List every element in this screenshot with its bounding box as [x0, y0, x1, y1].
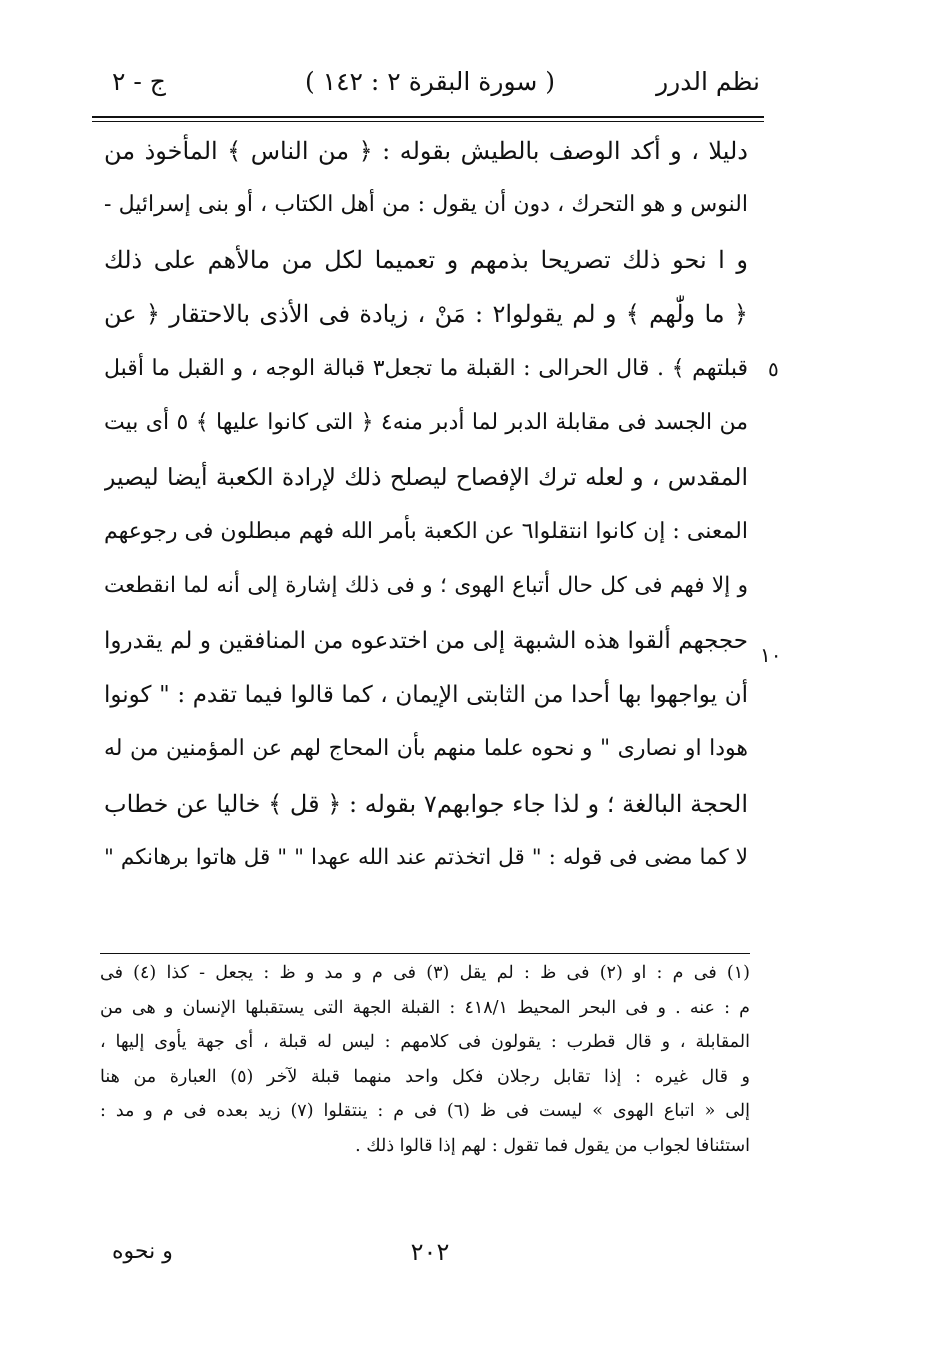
surah-reference: ( سورة البقرة ٢ : ١٤٢ ) — [304, 67, 556, 96]
text-line: دليلا ، و أكد الوصف بالطيش بقوله : ﴿ من الناس ﴾ المأخوذ من — [104, 137, 748, 165]
catchword: و نحوه — [112, 1239, 173, 1264]
text-line: قبلتهم ﴾ . قال الحرالى : القبلة ما تجعل٣ قبالة الوجه ، و القبل ما أقبل — [104, 355, 748, 381]
header-rule-thin — [92, 121, 764, 122]
text-line: المقدس ، و لعله ترك الإفصاح ليصلح ذلك لإرادة الكعبة أيضا ليصير — [104, 463, 748, 492]
footnote-line: م : عنه . و فى البحر المحيط ٤١٨/١ : القبلة الجهة التى يستقبلها الإنسان و هى من — [100, 997, 750, 1018]
footnote-line: إلى « اتباع الهوى » ليست فى ظ (٦) فى م : ينتقلوا (٧) زيد بعده فى م و مد : — [100, 1101, 750, 1121]
line-number-5: ٥ — [768, 356, 779, 381]
footnote-line: استئنافا لجواب من يقول فما تقول : لهم إذا قالوا ذلك . — [355, 1135, 750, 1156]
text-line: الحجة البالغة ؛ و لذا جاء جوابهم٧ بقوله : ﴿ قل ﴾ خاليا عن خطاب — [104, 789, 748, 818]
text-line: أن يواجهوا بها أحدا من الثابتى الإيمان ، كما قالوا فيما تقدم : " كونوا — [104, 681, 748, 708]
footnote-line: و قال غيره : إذا تقابل رجلان فكل واحد منهما قبلة لآخر (٥) العبارة من هنا — [100, 1066, 750, 1087]
book-title: نظم الدرر — [656, 67, 760, 96]
text-line: حججهم ألقوا هذه الشبهة إلى من اختدعوه من المنافقين و لم يقدروا — [104, 627, 748, 654]
line-number-10: ١٠ — [760, 642, 782, 667]
text-line: و ا نحو ذلك تصريحا بذمهم و تعميما لكل من مالأهم على ذلك — [104, 245, 748, 274]
text-line: هودا او نصارى " و نحوه علما منهم بأن المحاج لهم عن المؤمنين من له — [104, 736, 748, 762]
footnotes — [100, 956, 750, 1163]
text-line: المعنى : إن كانوا انتقلوا٦ عن الكعبة بأمر الله فهم مبطلون فى رجوعهم — [104, 518, 748, 544]
footnote-line: المقابلة ، و قال قطرب : يقولون فى كلامهم : ليس له قبلة ، أى جهة يأوى إليها ، — [100, 1032, 750, 1052]
text-line: من الجسد فى مقابلة الدبر لما أدبر منه٤ ﴿ التى كانوا عليها ﴾ ٥ أى بيت — [104, 409, 748, 435]
footnote-line: (١) فى م : او (٢) فى ظ : لم يقل (٣) فى م و مد و ظ : يجعل - كذا (٤) فى — [100, 963, 750, 983]
running-header — [100, 62, 760, 102]
text-line: ﴿ ما ولّٰهم ﴾ و لم يقولوا٢ : مَنْ ، زيادة فى الأذى بالاحتقار ﴿ عن — [104, 300, 748, 329]
text-line: النوس و هو التحرك ، دون أن يقول : من أهل الكتاب ، أو بنى إسرائيل - — [104, 192, 748, 218]
main-text — [104, 124, 748, 885]
text-line: و إلا فهم فى كل حال أتباع الهوى ؛ و فى ذلك إشارة إلى أنه لما انقطعت — [104, 573, 748, 599]
volume-number: ج - ٢ — [112, 67, 166, 96]
footnote-rule — [100, 953, 750, 954]
page-number: ٢٠٢ — [410, 1238, 450, 1266]
text-line: لا كما مضى فى قوله : " قل اتخذتم عند الله عهدا " " قل هاتوا برهانكم " — [104, 845, 748, 871]
header-rule-thick — [92, 116, 764, 118]
